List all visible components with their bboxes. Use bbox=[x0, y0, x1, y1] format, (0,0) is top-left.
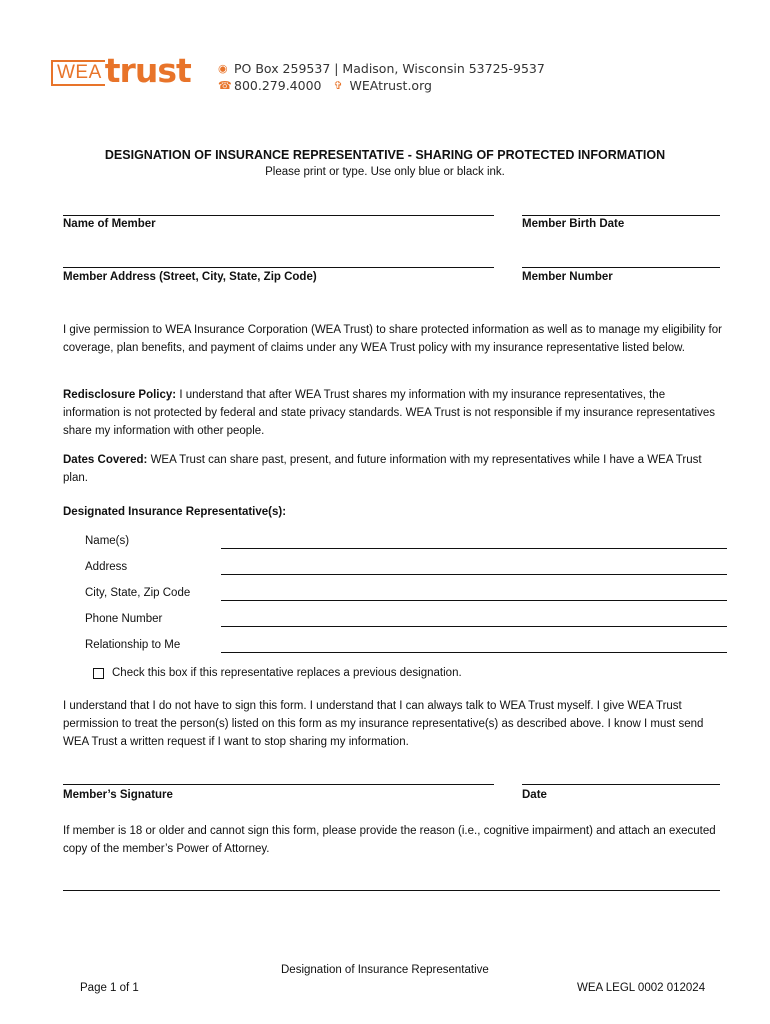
member-signature-label: Member’s Signature bbox=[63, 789, 173, 801]
rep-city-state-zip-label: City, State, Zip Code bbox=[85, 587, 191, 599]
rep-city-state-zip-field[interactable] bbox=[221, 600, 727, 601]
form-title: DESIGNATION OF INSURANCE REPRESENTATIVE - SHARING OF PROTECTED INFORMATION bbox=[104, 148, 666, 162]
redisclosure-heading: Redisclosure Policy: bbox=[63, 389, 177, 401]
phone-number: 800.279.4000 bbox=[234, 78, 322, 93]
member-birth-date-field[interactable] bbox=[522, 215, 720, 216]
rep-address-label: Address bbox=[85, 561, 128, 573]
designated-representatives-heading: Designated Insurance Representative(s): bbox=[63, 506, 287, 518]
form-subtitle: Please print or type. Use only blue or black ink. bbox=[265, 166, 505, 178]
power-of-attorney-paragraph: If member is 18 or older and cannot sign this form, please provide the reason (i.e., cognitive impairment) and attach an executed copy of the member’s Power of Attorney. bbox=[63, 825, 716, 855]
understand-paragraph: I understand that I do not have to sign this form. I understand that I can always talk to WEA Trust myself. I give WEA Trust permission to treat the person(s) listed on this form as my insurance representative(s) as described above. I know I must send WEA Trust a written request if I want to stop sharing my information. bbox=[63, 700, 704, 748]
link-icon: ✞ bbox=[333, 79, 343, 92]
member-signature-field[interactable] bbox=[63, 784, 494, 785]
rep-relationship-field[interactable] bbox=[221, 652, 727, 653]
rep-address-field[interactable] bbox=[221, 574, 727, 575]
dates-covered-heading: Dates Covered: bbox=[63, 454, 148, 466]
reason-field[interactable] bbox=[63, 890, 720, 891]
permission-paragraph: I give permission to WEA Insurance Corporation (WEA Trust) to share protected information as well as to manage my eligibility for coverage, plan benefits, and payment of claims under any WEA Trust policy with my insurance representative listed below. bbox=[63, 324, 722, 354]
replaces-previous-checkbox[interactable] bbox=[93, 668, 104, 679]
rep-phone-label: Phone Number bbox=[85, 613, 163, 625]
mailing-address: PO Box 259537 | Madison, Wisconsin 53725-9537 bbox=[234, 61, 545, 76]
member-address-label: Member Address (Street, City, State, Zip Code) bbox=[63, 271, 317, 283]
replaces-previous-label: Check this box if this representative replaces a previous designation. bbox=[112, 667, 462, 679]
name-of-member-field[interactable] bbox=[63, 215, 494, 216]
footer-form-code: WEA LEGL 0002 012024 bbox=[577, 982, 706, 994]
location-pin-icon: ◉ bbox=[218, 62, 228, 75]
member-birth-date-label: Member Birth Date bbox=[522, 218, 625, 230]
member-number-label: Member Number bbox=[522, 271, 613, 283]
phone-icon: ☎ bbox=[218, 79, 232, 92]
contact-info bbox=[218, 60, 545, 94]
member-number-field[interactable] bbox=[522, 267, 720, 268]
dates-covered-text: WEA Trust can share past, present, and future information with my representatives while I have a WEA Trust plan. bbox=[63, 454, 702, 484]
rep-names-label: Name(s) bbox=[85, 535, 130, 547]
wea-trust-logo bbox=[51, 51, 191, 90]
name-of-member-label: Name of Member bbox=[63, 218, 156, 230]
redisclosure-text: I understand that after WEA Trust shares my information with my insurance representatives, the information is not protected by federal and state privacy standards. WEA Trust is not responsible if my insurance representatives share my information with other people. bbox=[63, 389, 715, 437]
dates-covered-paragraph bbox=[63, 451, 723, 487]
logo-wea-text: WEA bbox=[51, 60, 105, 86]
member-address-field[interactable] bbox=[63, 267, 494, 268]
footer-page-number: Page 1 of 1 bbox=[80, 982, 139, 994]
rep-relationship-label: Relationship to Me bbox=[85, 639, 181, 651]
logo-trust-text: trust bbox=[104, 51, 191, 90]
website: WEAtrust.org bbox=[349, 78, 432, 93]
signature-date-field[interactable] bbox=[522, 784, 720, 785]
signature-date-label: Date bbox=[522, 789, 547, 801]
rep-phone-field[interactable] bbox=[221, 626, 727, 627]
redisclosure-paragraph bbox=[63, 386, 723, 440]
footer-form-name: Designation of Insurance Representative bbox=[281, 964, 489, 976]
rep-names-field[interactable] bbox=[221, 548, 727, 549]
